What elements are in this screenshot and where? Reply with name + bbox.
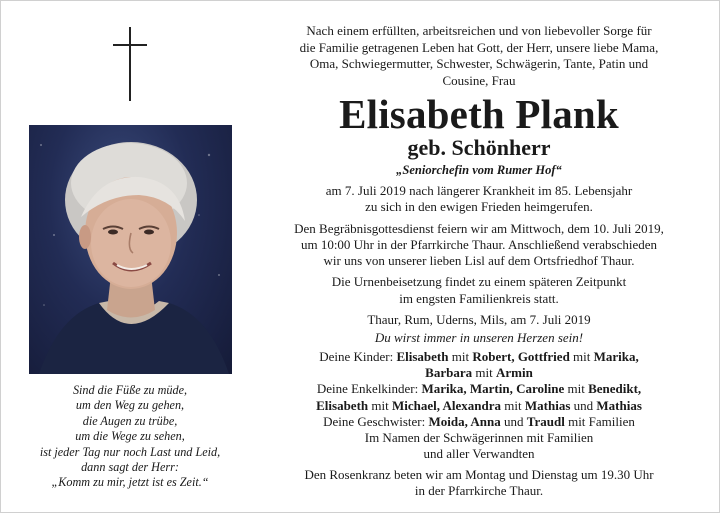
poem-line: dann sagt der Herr: <box>81 460 179 475</box>
family-list <box>259 349 699 463</box>
children-label: Deine Kinder: <box>319 348 394 364</box>
urn-line: im engsten Familienkreis statt. <box>399 290 559 306</box>
subtitle: „Seniorchefin vom Rumer Hof“ <box>396 163 562 177</box>
grandchildren-label: Deine Enkelkinder: <box>316 381 419 397</box>
urn-line: Die Urnenbeisetzung findet zu einem späteren Zeitpunkt <box>331 274 627 290</box>
death-text <box>259 183 699 216</box>
family-name: Benedikt, <box>588 381 642 397</box>
family-name: Moida, Anna <box>428 413 501 429</box>
family-name: Traudl <box>526 413 565 429</box>
family-name: Barbara <box>425 364 473 380</box>
family-name: Mathias <box>524 397 571 413</box>
rosary-line: Den Rosenkranz beten wir am Montag und Dienstag um 19.30 Uhr <box>304 466 654 482</box>
grandchildren-line <box>259 398 699 414</box>
family-name: Michael, Alexandra <box>391 397 502 413</box>
family-joiner: und <box>504 413 524 429</box>
death-line: zu sich in den ewigen Frieden heimgerufen. <box>365 199 593 215</box>
children-line <box>259 365 699 381</box>
family-joiner: mit <box>504 397 522 413</box>
family-name: Armin <box>495 364 533 380</box>
poem-line: um die Wege zu sehen, <box>75 429 185 444</box>
poem-line: um den Weg zu gehen, <box>75 398 185 413</box>
children-line <box>259 349 699 365</box>
poem-line: „Komm zu mir, jetzt ist es Zeit.“ <box>51 475 209 490</box>
poem <box>21 383 239 491</box>
family-name: Marika, <box>593 348 639 364</box>
siblings-line <box>259 414 699 430</box>
motto: Du wirst immer in unseren Herzen sein! <box>374 330 584 346</box>
intro-line: die Familie getragenen Leben hat Gott, der Herr, unsere liebe Mama, <box>299 39 659 55</box>
intro-text <box>259 23 699 89</box>
funeral-text <box>259 221 699 270</box>
death-line: am 7. Juli 2019 nach längerer Krankheit im 85. Lebensjahr <box>325 183 633 198</box>
funeral-line: um 10:00 Uhr in der Pfarrkirche Thaur. Anschließend verabschieden <box>300 236 658 252</box>
family-name: Mathias <box>596 397 642 413</box>
intro-line: Nach einem erfüllten, arbeitsreichen und von liebevoller Sorge für <box>306 23 652 38</box>
family-joiner: und <box>573 397 594 413</box>
family-joiner: mit Familien <box>568 413 635 429</box>
notice-text-column <box>259 23 699 499</box>
family-joiner: mit <box>371 397 389 413</box>
poem-line: ist jeder Tag nur noch Last und Leid, <box>39 444 221 459</box>
funeral-line: Den Begräbnisgottesdienst feiern wir am Mittwoch, dem 10. Juli 2019, <box>294 220 664 236</box>
funeral-line: wir uns von unserer lieben Lisl auf dem Ortsfriedhof Thaur. <box>323 253 635 269</box>
inlaws-line: Im Namen der Schwägerinnen mit Familien <box>364 430 594 446</box>
family-name: Robert, Gottfried <box>472 348 570 364</box>
family-name: Marika, Martin, Caroline <box>421 381 565 397</box>
intro-line: Oma, Schwiegermutter, Schwester, Schwägerin, Tante, Patin und <box>309 56 649 71</box>
rosary-text <box>259 467 699 500</box>
rosary-line: in der Pfarrkirche Thaur. <box>414 483 544 499</box>
deceased-name: Elisabeth Plank <box>339 91 619 137</box>
urn-text <box>259 274 699 307</box>
family-name: Elisabeth <box>396 348 449 364</box>
family-joiner: mit <box>573 348 591 364</box>
family-joiner: mit <box>451 348 470 364</box>
inlaws-line: und aller Verwandten <box>423 446 535 462</box>
poem-line: Sind die Füße zu müde, <box>72 383 188 397</box>
intro-line: Cousine, Frau <box>442 72 516 88</box>
birth-name: geb. Schönherr <box>407 135 551 160</box>
family-joiner: mit <box>475 364 493 380</box>
family-joiner: mit <box>567 381 585 397</box>
family-name: Elisabeth <box>316 397 369 413</box>
place-date: Thaur, Rum, Uderns, Mils, am 7. Juli 2019 <box>367 312 591 328</box>
grandchildren-line <box>259 381 699 397</box>
cross-icon <box>113 27 147 101</box>
poem-line: die Augen zu trübe, <box>82 413 178 428</box>
portrait-photo <box>29 125 232 374</box>
siblings-label: Deine Geschwister: <box>323 413 426 429</box>
